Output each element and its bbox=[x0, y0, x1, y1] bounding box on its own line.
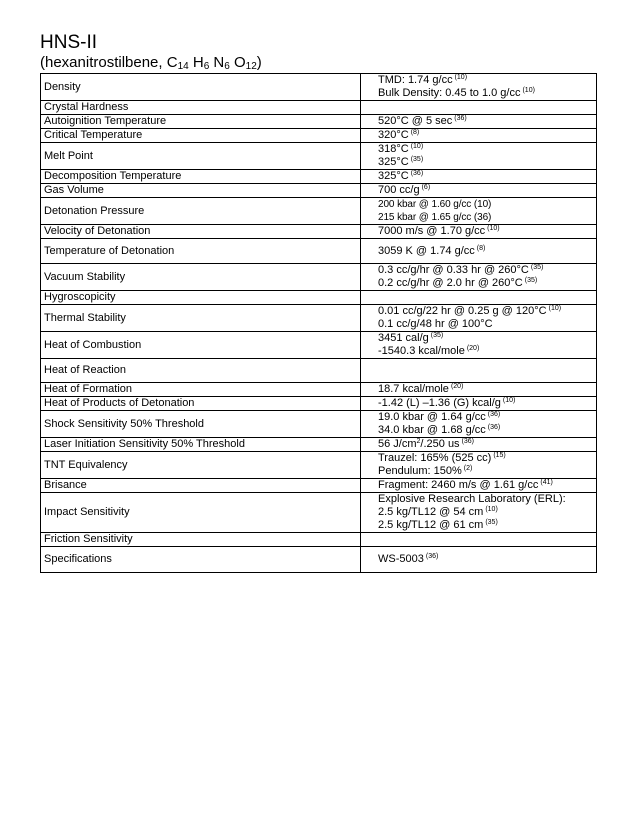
value-line bbox=[378, 438, 593, 451]
value-line bbox=[378, 277, 593, 290]
value-line bbox=[378, 397, 593, 410]
value-line bbox=[378, 519, 593, 532]
table-row bbox=[41, 305, 597, 332]
property-name-cell: Velocity of Detonation bbox=[41, 225, 361, 239]
property-name-cell: Heat of Combustion bbox=[41, 332, 361, 359]
properties-table-body bbox=[41, 74, 597, 573]
value-text: 2.5 kg/TL12 @ 54 cm bbox=[378, 506, 484, 518]
value-line bbox=[378, 264, 593, 277]
reference-marker: (36) bbox=[410, 170, 424, 177]
reference-marker: (10) bbox=[502, 397, 516, 404]
value-text: Fragment: 2460 m/s @ 1.61 g/cc bbox=[378, 479, 539, 491]
table-row bbox=[41, 74, 597, 101]
table-row bbox=[41, 239, 597, 264]
reference-marker: (35) bbox=[410, 156, 424, 163]
reference-marker: (36) bbox=[425, 553, 439, 560]
value-line bbox=[378, 465, 593, 478]
table-row bbox=[41, 359, 597, 383]
reference-marker: (35) bbox=[485, 519, 498, 526]
value-line bbox=[378, 143, 593, 156]
table-row bbox=[41, 170, 597, 184]
property-value-cell bbox=[361, 452, 597, 479]
value-text: Trauzel: 165% (525 cc) bbox=[378, 452, 492, 464]
property-value-cell bbox=[361, 225, 597, 239]
property-value-cell bbox=[361, 115, 597, 129]
value-text: -1540.3 kcal/mole bbox=[378, 345, 465, 357]
nitrogen-label: N bbox=[209, 54, 225, 71]
property-value-cell bbox=[361, 170, 597, 184]
value-line bbox=[378, 87, 593, 100]
property-name-cell: Specifications bbox=[41, 547, 361, 573]
property-name-cell: Density bbox=[41, 74, 361, 101]
property-value-cell bbox=[361, 411, 597, 438]
table-row bbox=[41, 225, 597, 239]
value-line bbox=[378, 424, 593, 437]
table-row bbox=[41, 291, 597, 305]
value-line bbox=[378, 74, 593, 87]
reference-marker: (36) bbox=[487, 424, 501, 431]
value-line bbox=[378, 225, 593, 238]
reference-marker: (35) bbox=[524, 277, 538, 284]
property-value-cell bbox=[361, 305, 597, 332]
property-name-cell: Vacuum Stability bbox=[41, 264, 361, 291]
property-value-cell bbox=[361, 383, 597, 397]
property-name-cell: Friction Sensitivity bbox=[41, 533, 361, 547]
value-text: 325°C bbox=[378, 170, 409, 182]
reference-marker: (10) bbox=[522, 87, 535, 94]
value-text: 215 kbar @ 1.65 g/cc (36) bbox=[378, 212, 492, 223]
property-value-cell bbox=[361, 264, 597, 291]
value-text: 0.01 cc/g/22 hr @ 0.25 g @ 120°C bbox=[378, 305, 547, 317]
reference-marker: (2) bbox=[463, 465, 473, 472]
property-value-cell bbox=[361, 291, 597, 305]
reference-marker: (41) bbox=[540, 479, 553, 486]
page-title: HNS-II bbox=[40, 32, 97, 53]
value-line bbox=[378, 493, 593, 506]
table-row bbox=[41, 493, 597, 533]
subscript-carbon: 14 bbox=[177, 61, 189, 72]
reference-marker: (35) bbox=[430, 332, 444, 339]
table-row bbox=[41, 397, 597, 411]
value-text: 3451 cal/g bbox=[378, 332, 429, 344]
table-row bbox=[41, 438, 597, 452]
property-name-cell: Temperature of Detonation bbox=[41, 239, 361, 264]
property-name-cell: Hygroscopicity bbox=[41, 291, 361, 305]
oxygen-label: O bbox=[229, 54, 246, 71]
value-line bbox=[378, 332, 593, 345]
value-text: 325°C bbox=[378, 156, 409, 168]
reference-marker: (36) bbox=[487, 411, 501, 418]
reference-marker: (10) bbox=[410, 143, 424, 150]
value-text: 700 cc/g bbox=[378, 184, 420, 196]
properties-table bbox=[40, 73, 597, 573]
property-name-cell: Heat of Reaction bbox=[41, 359, 361, 383]
table-row bbox=[41, 101, 597, 115]
reference-marker: (8) bbox=[410, 129, 420, 136]
property-name-cell: Crystal Hardness bbox=[41, 101, 361, 115]
property-name-cell: Thermal Stability bbox=[41, 305, 361, 332]
subscript-hydrogen: 6 bbox=[203, 61, 210, 72]
table-row bbox=[41, 115, 597, 129]
property-value-cell bbox=[361, 332, 597, 359]
value-text: TMD: 1.74 g/cc bbox=[378, 74, 453, 86]
table-row bbox=[41, 198, 597, 225]
subtitle-suffix: ) bbox=[256, 54, 262, 71]
property-value-cell bbox=[361, 198, 597, 225]
reference-marker: (36) bbox=[461, 438, 475, 445]
value-text: 7000 m/s @ 1.70 g/cc bbox=[378, 225, 486, 237]
table-row bbox=[41, 411, 597, 438]
value-line bbox=[378, 115, 593, 128]
property-name-cell: TNT Equivalency bbox=[41, 452, 361, 479]
value-text: Explosive Research Laboratory (ERL): bbox=[378, 493, 566, 505]
value-text: Bulk Density: 0.45 to 1.0 g/cc bbox=[378, 87, 521, 99]
value-text: -1.42 (L) –1.36 (G) kcal/g bbox=[378, 397, 501, 409]
value-line bbox=[378, 345, 593, 358]
value-text: 0.1 cc/g/48 hr @ 100°C bbox=[378, 318, 493, 330]
property-value-cell bbox=[361, 547, 597, 573]
value-text: 2.5 kg/TL12 @ 61 cm bbox=[378, 519, 484, 531]
property-value-cell bbox=[361, 479, 597, 493]
property-value-cell bbox=[361, 359, 597, 383]
value-text: 3059 K @ 1.74 g/cc bbox=[378, 244, 475, 257]
table-row bbox=[41, 547, 597, 573]
table-row bbox=[41, 452, 597, 479]
value-superscript: 2 bbox=[416, 438, 421, 445]
value-text: 520°C @ 5 sec bbox=[378, 115, 453, 127]
property-name-cell: Autoignition Temperature bbox=[41, 115, 361, 129]
property-name-cell: Laser Initiation Sensitivity 50% Threshold bbox=[41, 438, 361, 452]
value-line bbox=[378, 383, 593, 396]
property-name-cell: Gas Volume bbox=[41, 184, 361, 198]
value-text: 18.7 kcal/mole bbox=[378, 383, 449, 395]
subscript-nitrogen: 6 bbox=[224, 61, 230, 72]
value-text: 200 kbar @ 1.60 g/cc (10) bbox=[378, 199, 492, 210]
value-line bbox=[378, 211, 593, 224]
property-name-cell: Impact Sensitivity bbox=[41, 493, 361, 533]
value-text: 0.3 cc/g/hr @ 0.33 hr @ 260°C bbox=[378, 264, 529, 276]
table-row bbox=[41, 184, 597, 198]
subtitle-prefix: (hexanitrostilbene, C bbox=[40, 54, 178, 71]
property-name-cell: Melt Point bbox=[41, 143, 361, 170]
value-line bbox=[378, 170, 593, 183]
value-line bbox=[378, 452, 593, 465]
value-text: WS-5003 bbox=[378, 553, 424, 565]
value-text: Pendulum: 150% bbox=[378, 465, 462, 477]
property-value-cell bbox=[361, 184, 597, 198]
reference-marker: (10) bbox=[485, 506, 498, 513]
value-line bbox=[378, 305, 593, 318]
value-line bbox=[378, 129, 593, 142]
property-value-cell bbox=[361, 438, 597, 452]
table-row bbox=[41, 129, 597, 143]
subscript-oxygen: 12 bbox=[245, 61, 257, 72]
property-value-cell bbox=[361, 493, 597, 533]
reference-marker: (10) bbox=[548, 305, 562, 312]
value-line bbox=[378, 198, 593, 211]
value-line bbox=[378, 411, 593, 424]
value-text: 34.0 kbar @ 1.68 g/cc bbox=[378, 424, 486, 436]
value-line bbox=[378, 156, 593, 169]
value-line bbox=[378, 318, 593, 331]
property-name-cell: Shock Sensitivity 50% Threshold bbox=[41, 411, 361, 438]
table-row bbox=[41, 479, 597, 493]
reference-marker: (35) bbox=[530, 264, 544, 271]
page-subtitle bbox=[40, 54, 262, 72]
table-row bbox=[41, 332, 597, 359]
value-line bbox=[378, 553, 593, 566]
value-line bbox=[378, 479, 593, 492]
reference-marker: (20) bbox=[450, 383, 464, 390]
reference-marker: (8) bbox=[476, 244, 486, 252]
value-line bbox=[378, 506, 593, 519]
property-name-cell: Critical Temperature bbox=[41, 129, 361, 143]
table-row bbox=[41, 143, 597, 170]
value-text-continued: /.250 us bbox=[420, 438, 460, 450]
value-text: 56 J/cm bbox=[378, 438, 417, 450]
property-name-cell: Detonation Pressure bbox=[41, 198, 361, 225]
reference-marker: (6) bbox=[421, 184, 431, 191]
property-name-cell: Brisance bbox=[41, 479, 361, 493]
value-text: 0.2 cc/g/hr @ 2.0 hr @ 260°C bbox=[378, 277, 523, 289]
table-row bbox=[41, 383, 597, 397]
table-row bbox=[41, 533, 597, 547]
value-text: 19.0 kbar @ 1.64 g/cc bbox=[378, 411, 486, 423]
property-value-cell bbox=[361, 74, 597, 101]
value-text: 320°C bbox=[378, 129, 409, 141]
property-value-cell bbox=[361, 129, 597, 143]
property-value-cell bbox=[361, 533, 597, 547]
value-line bbox=[378, 184, 593, 197]
value-line bbox=[378, 245, 593, 258]
hydrogen-label: H bbox=[188, 54, 204, 71]
property-value-cell bbox=[361, 239, 597, 264]
reference-marker: (10) bbox=[454, 74, 468, 81]
property-name-cell: Decomposition Temperature bbox=[41, 170, 361, 184]
reference-marker: (10) bbox=[487, 225, 500, 232]
value-text: 318°C bbox=[378, 143, 409, 155]
property-name-cell: Heat of Products of Detonation bbox=[41, 397, 361, 411]
reference-marker: (36) bbox=[454, 115, 467, 122]
property-value-cell bbox=[361, 397, 597, 411]
reference-marker: (20) bbox=[466, 345, 480, 352]
property-name-cell: Heat of Formation bbox=[41, 383, 361, 397]
table-row bbox=[41, 264, 597, 291]
reference-marker: (15) bbox=[493, 452, 506, 459]
property-value-cell bbox=[361, 101, 597, 115]
property-value-cell bbox=[361, 143, 597, 170]
